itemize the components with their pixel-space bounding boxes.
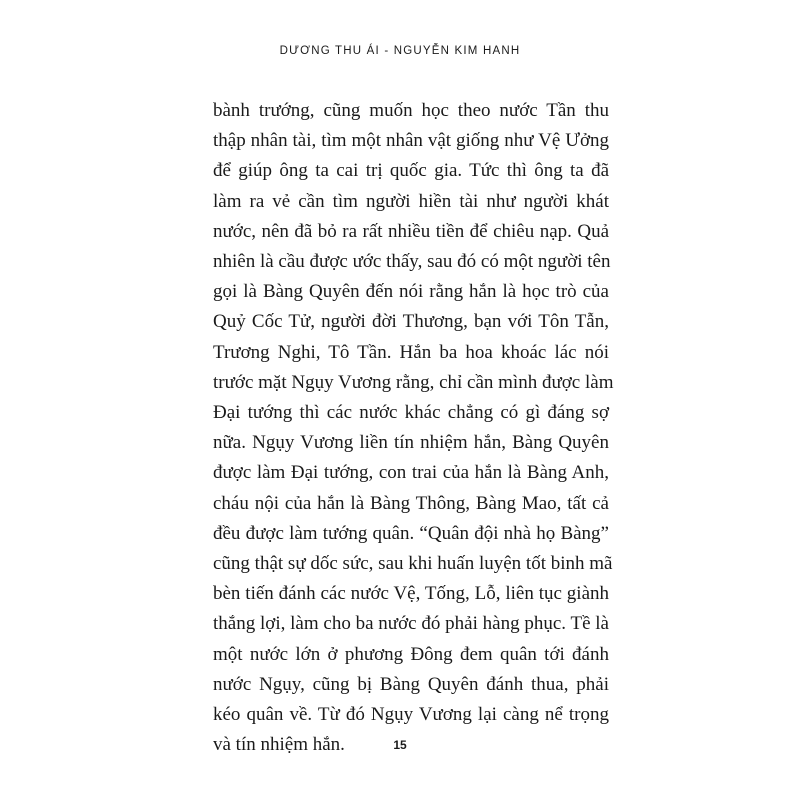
page-number: 15 [393,738,407,752]
text-line: cũng thật sự dốc sức, sau khi huấn luyện tốt binh mã [213,553,613,575]
text-line: một nước lớn ở phương Đông đem quân tới đánh [213,643,609,665]
text-line: nhiên là cầu được ước thấy, sau đó có một người tên [213,251,611,273]
text-line: bành trướng, cũng muốn học theo nước Tần thu [213,100,609,121]
text-line: được làm Đại tướng, con trai của hắn là Bàng Anh, [213,462,609,484]
text-line: nước Ngụy, cũng bị Bàng Quyên đánh thua, phải [213,673,609,695]
text-line: thắng lợi, làm cho ba nước đó phải hàng phục. Tề là [213,613,609,635]
text-line: cháu nội của hắn là Bàng Thông, Bàng Mao, tất cả [213,492,609,514]
text-line: thập nhân tài, tìm một nhân vật giống như Vệ Ưởng [213,130,609,152]
text-line: làm ra vẻ cần tìm người hiền tài như người khát [213,190,609,212]
text-line: Đại tướng thì các nước khác chẳng có gì đáng sợ [213,402,609,424]
text-line: trước mặt Ngụy Vương rằng, chỉ cần mình được làm [213,371,614,393]
text-line: nữa. Ngụy Vương liền tín nhiệm hắn, Bàng Quyên [213,432,609,454]
text-line: gọi là Bàng Quyên đến nói rằng hắn là học trò của [213,281,609,303]
text-line: và tín nhiệm hắn. [213,734,345,756]
text-line: bèn tiến đánh các nước Vệ, Tống, Lỗ, liên tục giành [213,583,609,605]
text-line: Quỷ Cốc Tử, người đời Thương, bạn với Tôn Tẫn, [213,311,609,333]
text-line: đều được làm tướng quân. “Quân đội nhà họ Bàng” [213,522,609,544]
text-line: kéo quân về. Từ đó Ngụy Vương lại càng nể trọng [213,704,609,726]
text-line: nước, nên đã bỏ ra rất nhiều tiền để chiêu nạp. Quả [213,220,609,242]
text-line: Trương Nghi, Tô Tần. Hắn ba hoa khoác lác nói [213,341,609,363]
body-paragraph [213,96,614,760]
running-header: DƯƠNG THU ÁI - NGUYỄN KIM HANH [279,45,521,57]
text-line: để giúp ông ta cai trị quốc gia. Tức thì ông ta đã [213,160,609,182]
